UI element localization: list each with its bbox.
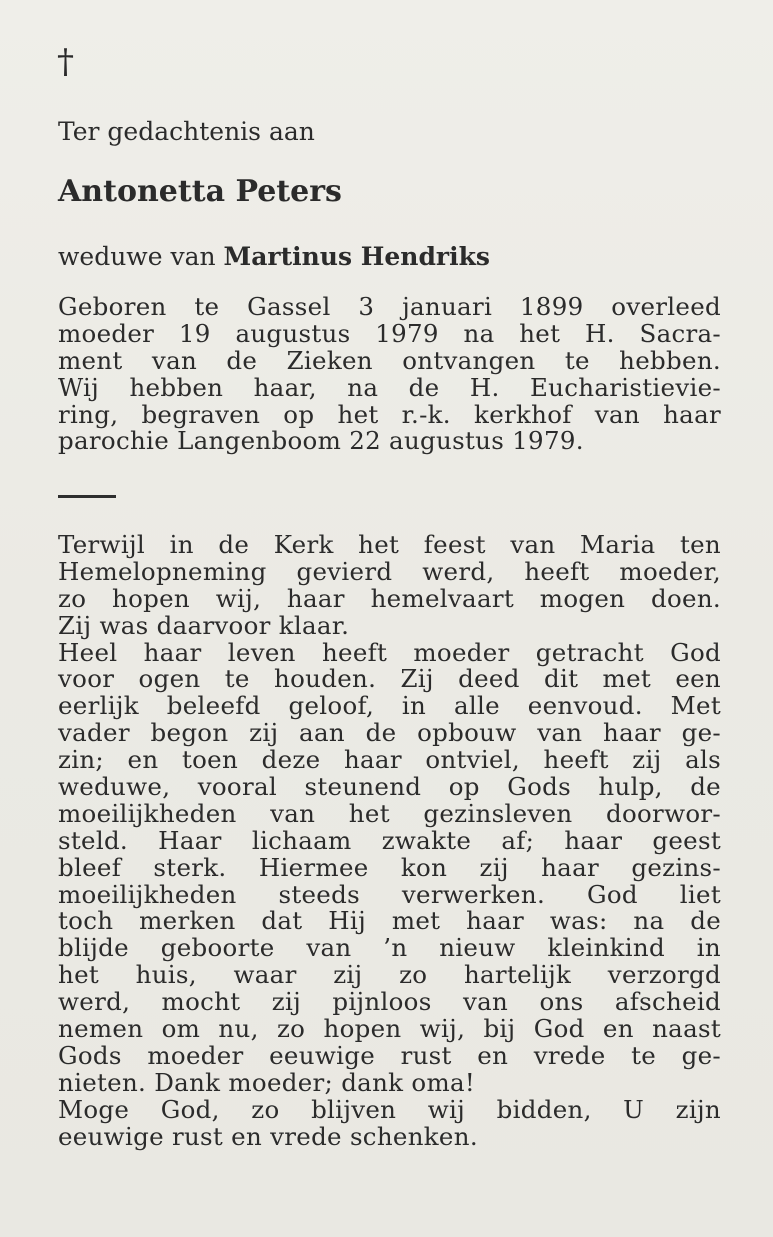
widow-line [58, 241, 490, 273]
text-line: moeilijkheden van het gezinsleven doorwor- [58, 798, 721, 828]
text-line: nieten. Dank moeder; dank oma! [58, 1067, 476, 1097]
text-line: voor ogen te houden. Zij deed dit met een [58, 664, 721, 694]
text-line: vader begon zij aan de opbouw van haar ge- [58, 718, 721, 748]
widow-prefix: weduwe van [58, 242, 216, 271]
bio-line: ment van de Zieken ontvangen te hebben. [58, 345, 721, 375]
biography-paragraph [58, 294, 721, 455]
intro-text: Ter gedachtenis aan [58, 117, 315, 146]
text-line: blijde geboorte van ’n nieuw kleinkind in [58, 933, 721, 963]
text-line: Zij was daarvoor klaar. [58, 610, 350, 640]
bio-line: Wij hebben haar, na de H. Eucharistievie- [58, 372, 721, 402]
text-line: Moge God, zo blijven wij bidden, U zijn [58, 1094, 721, 1124]
text-line: zin; en toen deze haar ontviel, heeft zij als [58, 745, 721, 775]
spouse-name: Martinus Hendriks [223, 242, 490, 271]
remembrance-paragraph [58, 532, 721, 1150]
text-line: nemen om nu, zo hopen wij, bij God en naast [58, 1014, 721, 1044]
text-line: toch merken dat Hij met haar was: na de [58, 906, 721, 936]
bio-line: Geboren te Gassel 3 januari 1899 overleed [58, 292, 721, 321]
text-line: steld. Haar lichaam zwakte af; haar geest [58, 825, 721, 855]
bio-line: parochie Langenboom 22 augustus 1979. [58, 426, 584, 456]
bio-line: ring, begraven op het r.-k. kerkhof van haar [58, 399, 721, 429]
text-line: eeuwige rust en vrede schenken. [58, 1121, 478, 1151]
text-line: het huis, waar zij zo hartelijk verzorgd [58, 960, 721, 990]
text-line: eerlijk beleefd geloof, in alle eenvoud. Met [58, 691, 721, 721]
text-line: Terwijl in de Kerk het feest van Maria ten [58, 530, 721, 559]
cross-icon: † [57, 42, 74, 82]
bio-line: moeder 19 augustus 1979 na het H. Sacra- [58, 318, 721, 348]
text-line: Hemelopneming gevierd werd, heeft moeder, [58, 556, 721, 586]
text-line: bleef sterk. Hiermee kon zij haar gezins- [58, 852, 721, 882]
text-line: moeilijkheden steeds verwerken. God liet [58, 879, 721, 909]
text-line: Heel haar leven heeft moeder getracht God [58, 637, 721, 667]
text-line: zo hopen wij, haar hemelvaart mogen doen. [58, 583, 721, 613]
text-line: werd, mocht zij pijnloos van ons afscheid [58, 987, 721, 1017]
text-line: weduwe, vooral steunend op Gods hulp, de [58, 772, 721, 802]
divider [58, 495, 116, 498]
deceased-name: Antonetta Peters [58, 174, 342, 209]
text-line: Gods moeder eeuwige rust en vrede te ge- [58, 1040, 721, 1070]
